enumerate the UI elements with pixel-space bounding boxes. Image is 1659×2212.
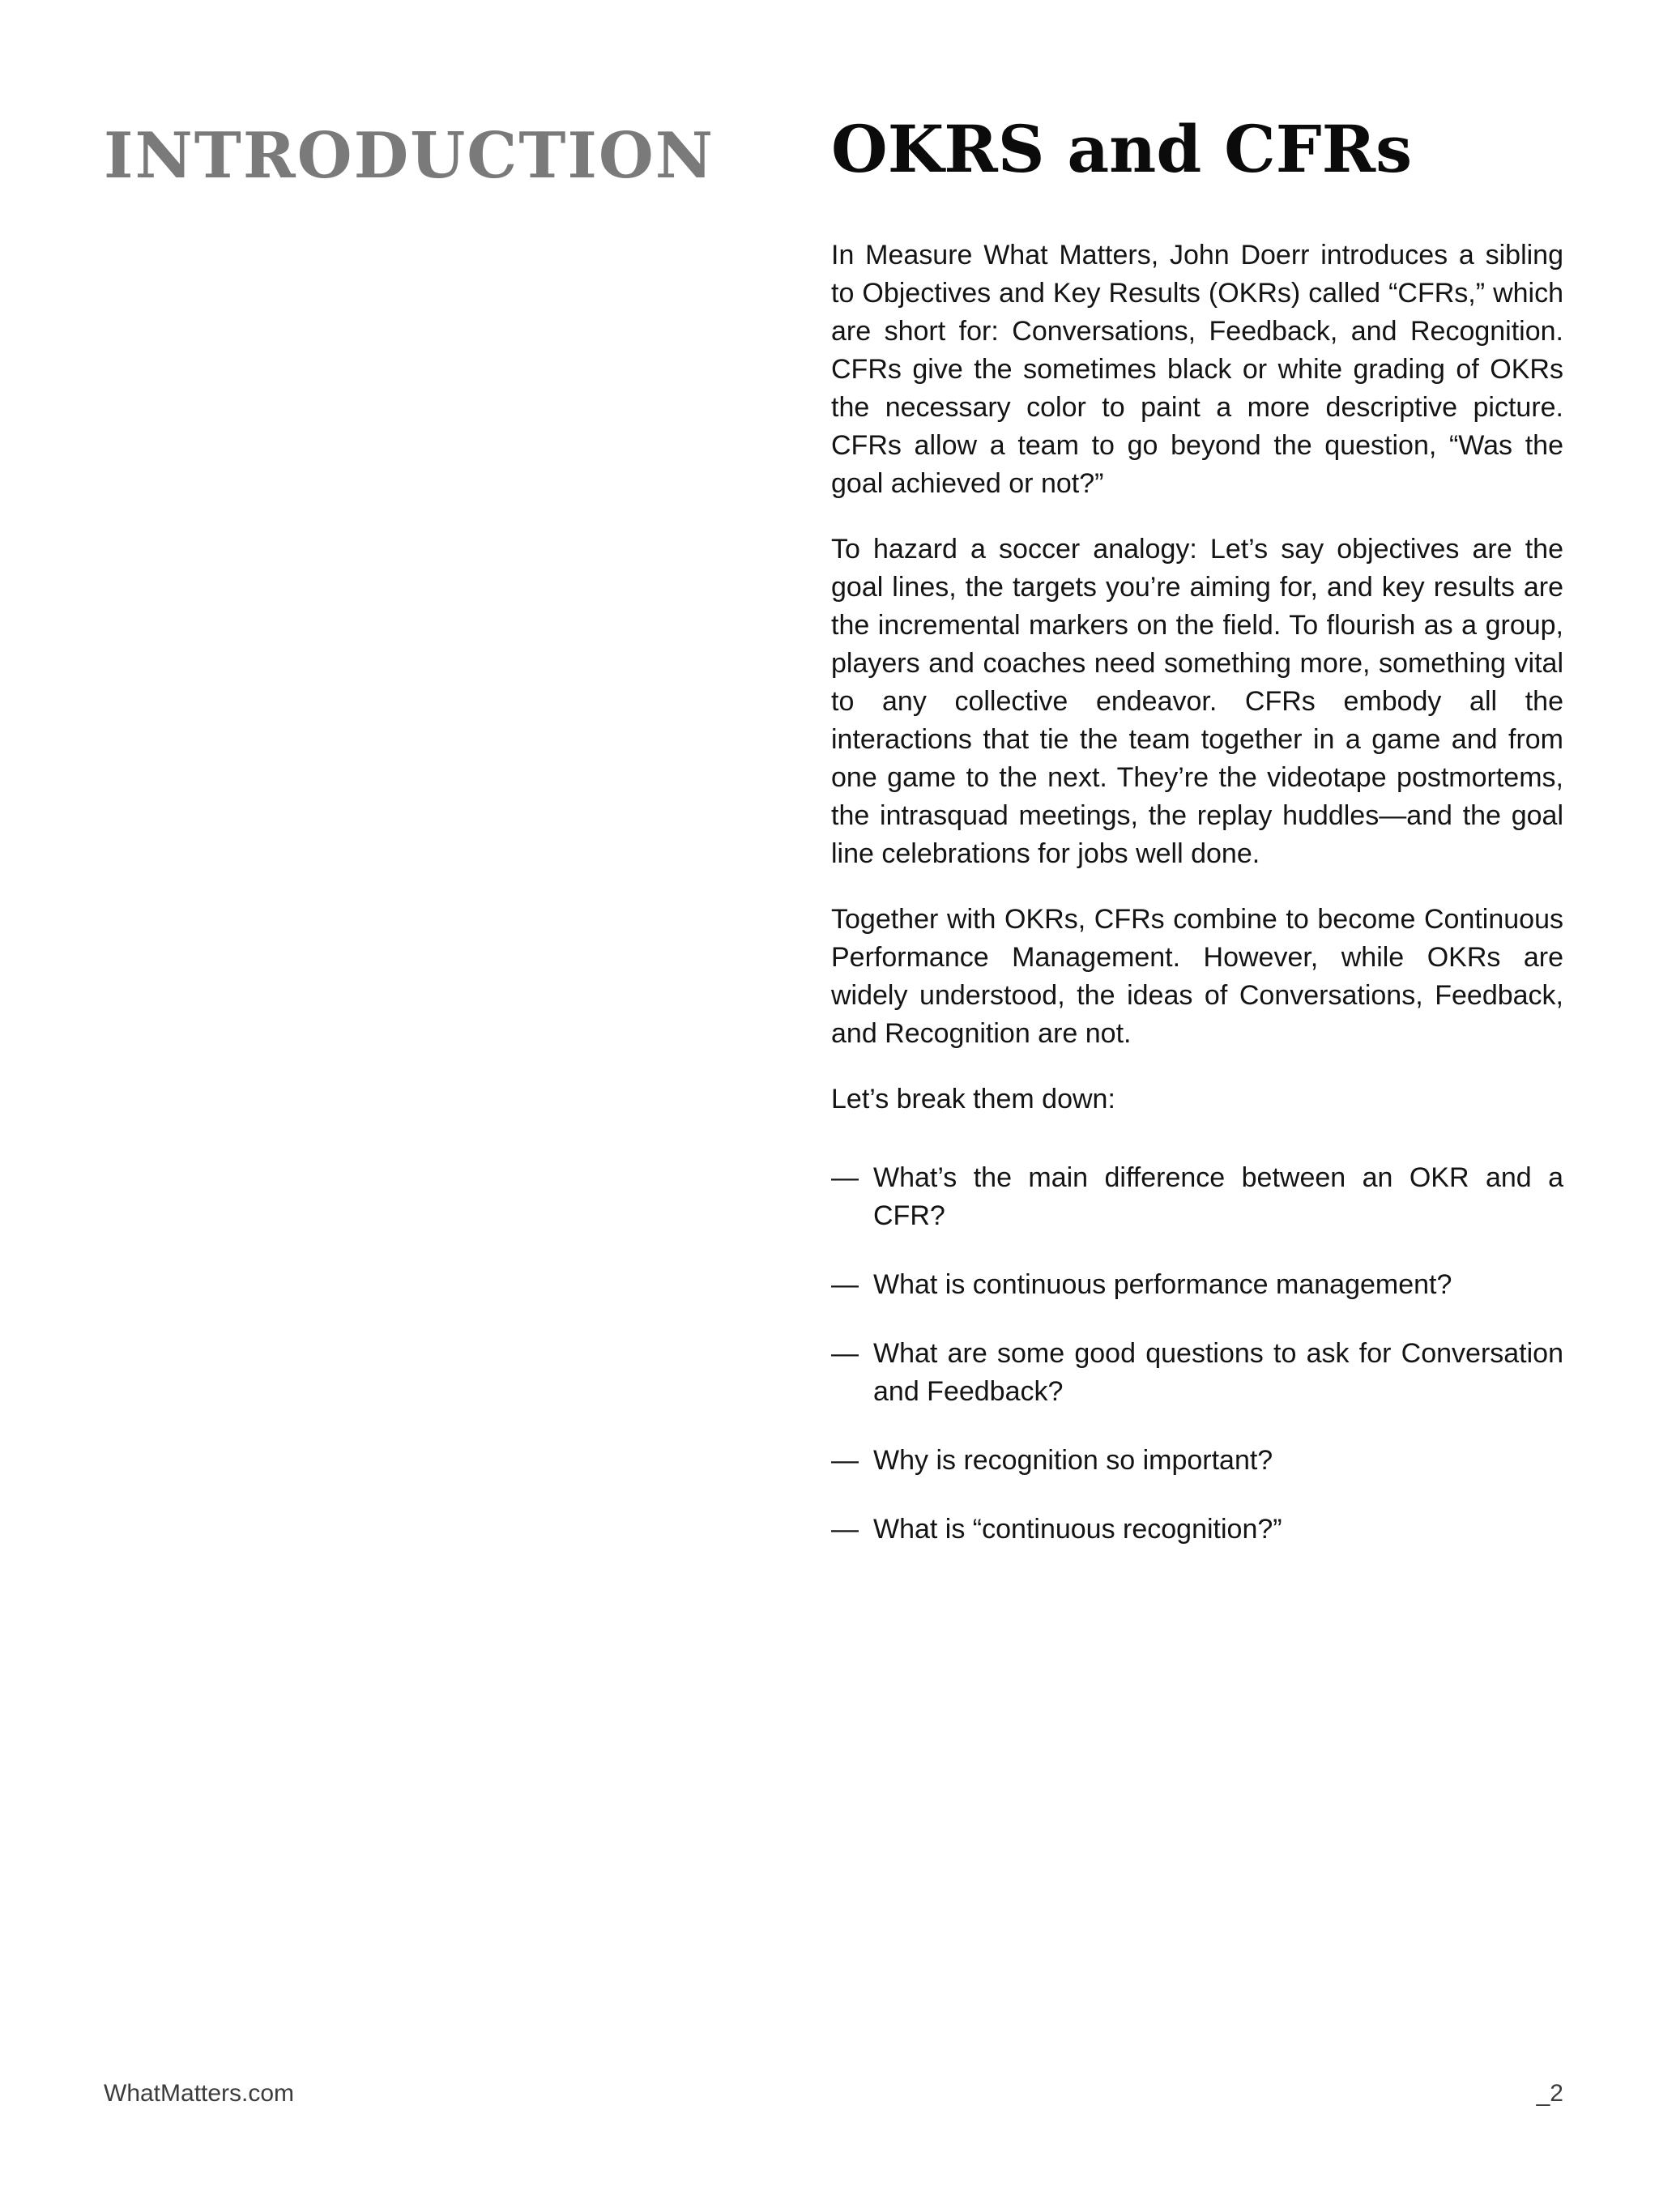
em-dash-marker: — — [831, 1514, 859, 1545]
list-item — [831, 1159, 1563, 1235]
paragraph-soccer-analogy: To hazard a soccer analogy: Let’s say objectives are the goal lines, the targets you’re aiming for, and key results are the incremental markers on the field. To flourish as a group, players and coaches need something more, something vital to any collective endeavor. CFRs embody all the interactions that tie the team together in a game and from one game to the next. They’re the videotape postmortems, the intrasquad meetings, the replay huddles—and the goal line celebrations for jobs well done. — [831, 534, 1563, 869]
em-dash-marker: — — [831, 1269, 859, 1300]
paragraph-break-down: Let’s break them down: — [831, 1084, 1115, 1115]
list-item — [831, 1266, 1563, 1304]
list-item — [831, 1511, 1563, 1549]
list-item — [831, 1335, 1563, 1411]
main-content — [831, 113, 1563, 1579]
em-dash-marker: — — [831, 1338, 859, 1369]
footer-page-number: _2 — [1536, 2080, 1563, 2107]
footer-site-link[interactable]: WhatMatters.com — [104, 2080, 295, 2107]
list-item-text: What is “continuous recognition?” — [873, 1514, 1282, 1545]
paragraph-intro: In Measure What Matters, John Doerr introduces a sibling to Objectives and Key Results (OKRs) called “CFRs,” which are short for: Conversations, Feedback, and Recognition. CFRs give the sometimes black or white grading of OKRs the necessary color to paint a more descriptive picture. CFRs allow a team to go beyond the question, “Was the goal achieved or not?” — [831, 240, 1563, 499]
section-label: INTRODUCTION — [104, 119, 715, 193]
list-item-text: What’s the main difference between an OKR and a CFR? — [873, 1162, 1563, 1231]
list-item-text: Why is recognition so important? — [873, 1445, 1273, 1476]
list-item — [831, 1442, 1563, 1480]
em-dash-marker: — — [831, 1162, 859, 1193]
question-list — [831, 1159, 1563, 1549]
list-item-text: What are some good questions to ask for Conversation and Feedback? — [873, 1338, 1563, 1407]
list-item-text: What is continuous performance management? — [873, 1269, 1452, 1300]
page-title: OKRS and CFRs — [831, 111, 1413, 187]
em-dash-marker: — — [831, 1445, 859, 1476]
paragraph-continuous-performance: Together with OKRs, CFRs combine to become Continuous Performance Management. However, while OKRs are widely understood, the ideas of Conversations, Feedback, and Recognition are not. — [831, 904, 1563, 1049]
